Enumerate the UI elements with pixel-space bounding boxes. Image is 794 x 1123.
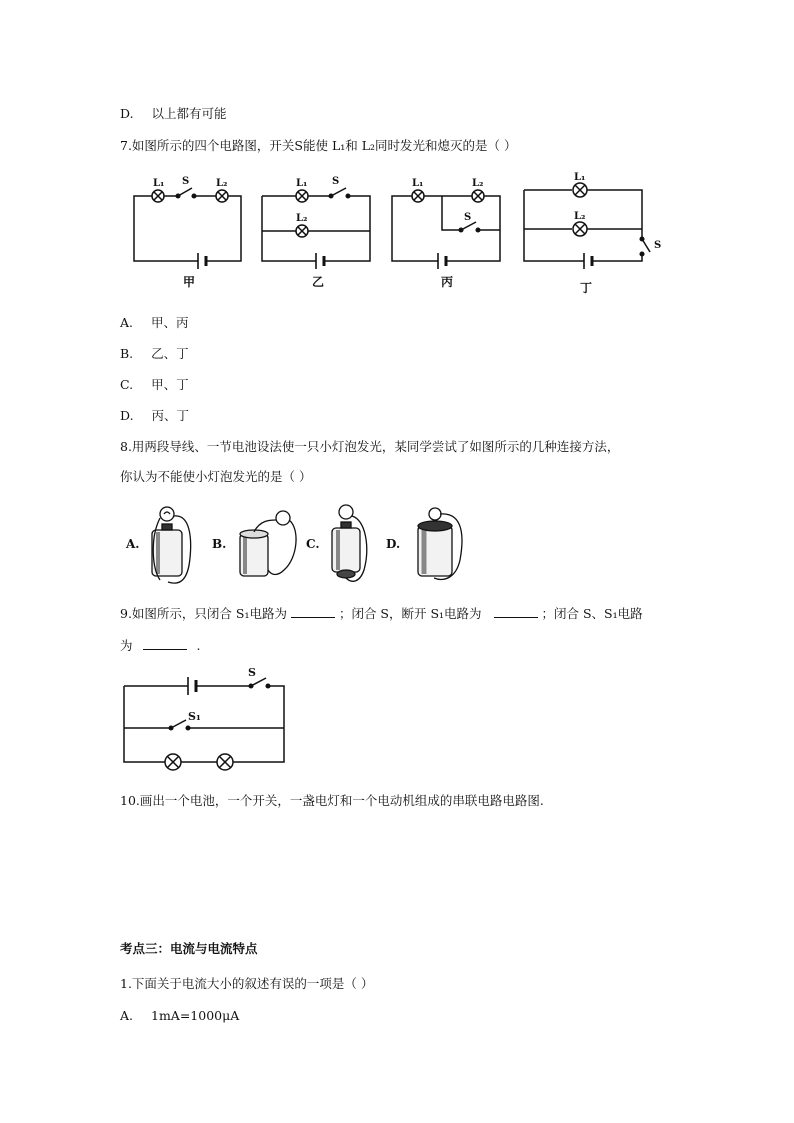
option-letter: C. bbox=[120, 377, 134, 392]
answer-blank-3[interactable] bbox=[143, 639, 187, 650]
caption-yi: 乙 bbox=[312, 275, 325, 289]
q8-stem-line1: 8.用两段导线、一节电池设法使一只小灯泡发光，某同学尝试了如图所示的几种连接方法， bbox=[120, 439, 620, 454]
option-letter: A. bbox=[120, 1008, 134, 1023]
circuit-bing bbox=[392, 190, 500, 269]
battery-d bbox=[418, 508, 462, 579]
section-title: 考点三：电流与电流特点 bbox=[120, 941, 258, 956]
q9-text-1: 9.如图所示，只闭合 S₁电路为 bbox=[120, 606, 287, 621]
circuit-jia bbox=[134, 188, 241, 269]
label-l1: L₁ bbox=[153, 178, 165, 189]
label-l1: L₁ bbox=[574, 172, 586, 183]
q7-option-a bbox=[120, 315, 189, 331]
option-label-a: A. bbox=[126, 537, 140, 551]
q7-circuit-figure bbox=[120, 168, 680, 298]
s3q1-stem: 1.下面关于电流大小的叙述有误的一项是（ ） bbox=[120, 976, 374, 991]
q7-option-b bbox=[120, 346, 189, 362]
answer-blank-2[interactable] bbox=[494, 607, 538, 618]
q9-stem-line1 bbox=[120, 606, 643, 622]
option-text: 1mA=1000μA bbox=[151, 1008, 240, 1023]
q7-stem: 7.如图所示的四个电路图，开关S能使 L₁和 L₂同时发光和熄灭的是（ ） bbox=[120, 138, 517, 153]
option-label-b: B. bbox=[212, 537, 227, 551]
q9-period: . bbox=[196, 638, 201, 653]
answer-blank-1[interactable] bbox=[291, 607, 335, 618]
label-s1: S₁ bbox=[188, 710, 201, 723]
circuit-ding bbox=[524, 183, 650, 269]
label-l2: L₂ bbox=[216, 178, 228, 189]
option-text: 以上都有可能 bbox=[151, 106, 227, 121]
option-letter: D. bbox=[120, 408, 134, 423]
q8-battery-figure bbox=[120, 498, 480, 590]
label-l2: L₂ bbox=[574, 211, 586, 222]
label-l2: L₂ bbox=[472, 178, 484, 189]
option-letter: B. bbox=[120, 346, 134, 361]
label-s: S bbox=[464, 212, 472, 223]
option-text: 乙、丁 bbox=[151, 346, 189, 361]
q7-option-d bbox=[120, 408, 189, 424]
caption-jia: 甲 bbox=[183, 275, 196, 289]
caption-ding: 丁 bbox=[580, 281, 593, 295]
option-text: 甲、丙 bbox=[151, 315, 189, 330]
battery-a bbox=[152, 507, 191, 583]
caption-bing: 丙 bbox=[441, 275, 454, 289]
option-letter: A. bbox=[120, 315, 134, 330]
s3q1-option-a bbox=[120, 1008, 239, 1024]
label-s: S bbox=[654, 240, 662, 251]
q9-text-4: 为 bbox=[120, 638, 133, 653]
battery-b bbox=[240, 511, 296, 576]
label-l1: L₁ bbox=[412, 178, 424, 189]
q9-stem-line2 bbox=[120, 638, 200, 654]
battery-c bbox=[332, 505, 367, 581]
q7-option-c bbox=[120, 377, 189, 393]
q9-text-2: ；闭合 S，断开 S₁电路为 bbox=[338, 606, 482, 621]
q8-stem-line2: 你认为不能使小灯泡发光的是（ ） bbox=[120, 469, 312, 484]
q6-option-d bbox=[120, 106, 227, 122]
label-s: S bbox=[332, 176, 340, 187]
option-label-c: C. bbox=[306, 537, 320, 551]
label-l2: L₂ bbox=[296, 213, 308, 224]
q9-text-3: ；闭合 S、S₁电路 bbox=[541, 606, 643, 621]
circuit-yi bbox=[262, 188, 370, 269]
option-text: 丙、丁 bbox=[151, 408, 190, 423]
q10-stem: 10.画出一个电池，一个开关，一盏电灯和一个电动机组成的串联电路电路图. bbox=[120, 793, 544, 808]
label-s: S bbox=[248, 668, 256, 679]
label-s: S bbox=[182, 176, 190, 187]
option-label-d: D. bbox=[386, 537, 401, 551]
label-l1: L₁ bbox=[296, 178, 308, 189]
option-letter: D. bbox=[120, 106, 134, 121]
q9-circuit-figure bbox=[120, 668, 300, 776]
option-text: 甲、丁 bbox=[151, 377, 189, 392]
